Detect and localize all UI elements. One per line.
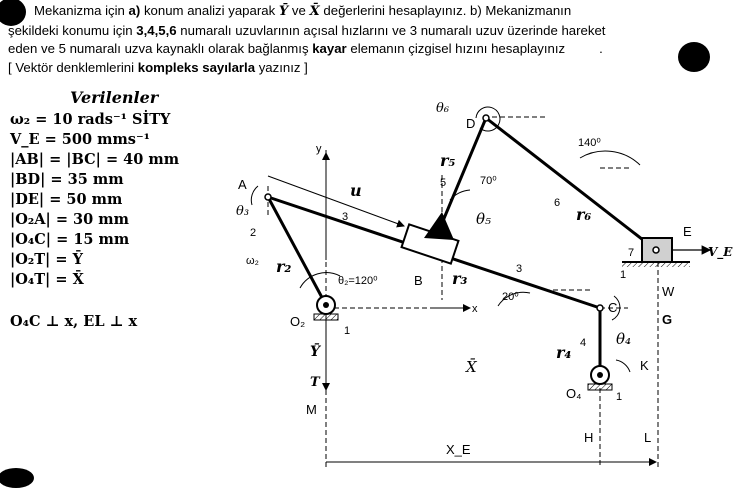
label-r5: r₅ — [440, 151, 456, 170]
label-r4: r₄ — [556, 343, 572, 362]
label-y: y — [316, 143, 322, 155]
label-k: K — [640, 358, 649, 373]
label-theta6: θ₆ — [436, 101, 450, 116]
label-theta4: θ₄ — [616, 330, 632, 348]
label-d: D — [466, 116, 476, 131]
label-c: C — [608, 300, 618, 315]
ground-o2 — [314, 296, 338, 320]
label-ve: V_E — [708, 245, 733, 259]
given-ve: V_E = 500 mms⁻¹ — [10, 131, 150, 148]
label-n3a: 3 — [342, 211, 349, 223]
label-e: E — [683, 224, 692, 239]
slider-weld — [424, 212, 454, 240]
given-perp: O₄C ⊥ x, EL ⊥ x — [10, 313, 138, 330]
label-l: L — [644, 430, 652, 445]
given-de: |DE| = 50 mm — [10, 191, 123, 208]
ground-o4 — [588, 366, 612, 390]
label-theta3: θ₃ — [236, 204, 250, 219]
label-h: H — [584, 430, 594, 445]
label-w: W — [662, 284, 675, 299]
label-b: B — [414, 273, 423, 288]
given-omega2: ω₂ = 10 rads⁻¹ SİTY — [10, 111, 171, 128]
label-m: M — [306, 402, 317, 417]
label-n7: 7 — [628, 247, 635, 259]
label-n6: 6 — [554, 197, 561, 209]
label-x: x — [472, 303, 478, 315]
label-theta5: θ₅ — [476, 210, 492, 228]
label-n1a: 1 — [344, 325, 351, 337]
given-o2t: |O₂T| = Ȳ — [10, 251, 83, 268]
label-angle20: 20⁰ — [502, 291, 519, 303]
label-r2: r₂ — [276, 257, 292, 276]
label-xe: X_E — [446, 442, 471, 457]
label-n5: 5 — [440, 177, 447, 189]
label-n4: 4 — [580, 337, 587, 349]
given-o2a: |O₂A| = 30 mm — [10, 211, 129, 228]
label-a: A — [238, 177, 247, 192]
given-title: Verilenler — [70, 88, 159, 107]
given-o4t: |O₄T| = X̄ — [10, 271, 84, 288]
label-n1c: 1 — [620, 269, 627, 281]
label-t: T — [310, 375, 320, 390]
label-theta2: θ₂=120⁰ — [338, 275, 378, 287]
label-angle140: 140⁰ — [578, 137, 601, 149]
given-bd: |BD| = 35 mm — [10, 171, 124, 188]
label-n2: 2 — [250, 227, 257, 239]
label-n3b: 3 — [516, 263, 523, 275]
label-o4: O₄ — [566, 386, 582, 401]
label-angle70: 70⁰ — [480, 175, 497, 187]
label-xbar: X̄ — [466, 358, 477, 376]
label-omega2: ω₂ — [246, 255, 259, 267]
label-o2: O₂ — [290, 314, 306, 329]
label-ybar: Ȳ — [310, 344, 320, 360]
question-text: Mekanizma için a) konum analizi yaparak Ȳ ve X̄ değerlerini hesaplayınız. b) Mekanizmanın şekildeki konumu için 3,4,5,6 numaralı uzuvlarının açısal hızlarını ve 3 numaralı uzuv üzerinde hareket eden ve 5 numaralı uzva kaynaklı olarak bağlanmış kayar elemanın çizgisel hızını hesaplayınız . [ Vektör denklemlerini kompleks sayılarla yazınız ] — [8, 3, 606, 75]
given-ab-bc: |AB| = |BC| = 40 mm — [10, 151, 180, 168]
label-r6: r₆ — [576, 205, 592, 224]
label-r3: r₃ — [452, 269, 468, 288]
given-o4c: |O₄C| = 15 mm — [10, 231, 130, 248]
label-u: u — [350, 181, 362, 200]
label-g: G — [662, 312, 673, 327]
label-n1b: 1 — [616, 391, 623, 403]
